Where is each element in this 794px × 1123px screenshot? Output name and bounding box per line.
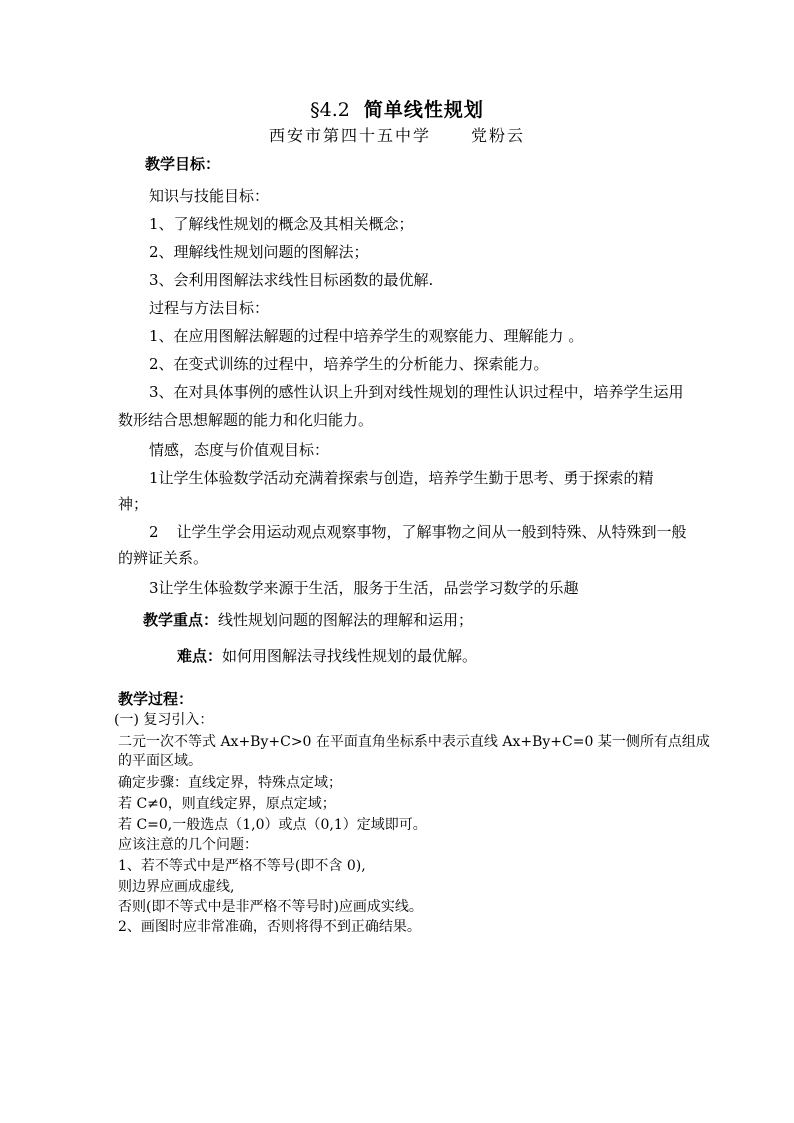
author-name: 党粉云 — [471, 126, 526, 145]
section-number: §4.2 — [310, 99, 350, 121]
author-line — [0, 126, 794, 146]
key-point-label: 教学重点： — [143, 611, 219, 629]
process-line: 应该注意的几个问题： — [118, 837, 258, 853]
emotion-item-continued: 的辨证关系。 — [118, 549, 209, 567]
emotion-item-text: 让学生学会用运动观点观察事物，了解事物之间从一般到特殊、从特殊到一般 — [176, 523, 687, 541]
goals-heading: 教学目标： — [145, 155, 221, 173]
emotion-item — [149, 578, 579, 598]
process-line: 的平面区域。 — [118, 753, 202, 769]
emotion-item — [149, 468, 654, 488]
school-name: 西安市第四十五中学 — [268, 126, 431, 145]
emotion-item — [149, 522, 687, 542]
process-item: 2、在变式训练的过程中，培养学生的分析能力、探索能力。 — [149, 355, 549, 373]
emotion-item-number: 2 — [149, 523, 159, 541]
key-point — [143, 610, 473, 630]
process-line: 2、画图时应非常准确，否则将得不到正确结果。 — [118, 919, 421, 935]
difficulty-text: 如何用图解法寻找线性规划的最优解。 — [222, 647, 478, 665]
process-item: 1、在应用图解法解题的过程中培养学生的观察能力、理解能力 。 — [149, 327, 584, 345]
key-point-text: 线性规划问题的图解法的理解和运用； — [218, 611, 474, 629]
process-line: 则边界应画成虚线, — [118, 879, 235, 895]
process-line: 二元一次不等式 Ax+By+C>0 在平面直角坐标系中表示直线 Ax+By+C=0 某一侧所有点组成 — [118, 734, 710, 750]
emotion-item-text: 让学生体验数学来源于生活，服务于生活，品尝学习数学的乐趣 — [158, 579, 579, 597]
knowledge-goals-label: 知识与技能目标： — [149, 187, 270, 205]
difficulty — [177, 646, 477, 666]
emotion-item-continued: 神； — [118, 495, 149, 513]
process-line: 否则(即不等式中是非严格不等号时)应画成实线。 — [118, 899, 423, 915]
process-line: 若 C=0,一般选点（1,0）或点（0,1）定域即可。 — [118, 817, 427, 833]
process-line: (一) 复习引入： — [114, 712, 214, 728]
emotion-item-text: 让学生体验数学活动充满着探索与创造，培养学生勤于思考、勇于探索的精 — [158, 469, 654, 487]
knowledge-item: 3、会利用图解法求线性目标函数的最优解. — [149, 271, 434, 289]
emotion-item-number: 3 — [149, 579, 159, 597]
document-title — [0, 98, 794, 122]
emotion-goals-label: 情感，态度与价值观目标： — [149, 441, 330, 459]
knowledge-item: 2、理解线性规划问题的图解法； — [149, 243, 369, 261]
process-goals-label: 过程与方法目标： — [149, 299, 270, 317]
knowledge-item: 1、了解线性规划的概念及其相关概念； — [149, 215, 414, 233]
emotion-item-number: 1 — [149, 469, 159, 487]
lesson-title: 简单线性规划 — [363, 99, 484, 121]
process-heading: 教学过程： — [118, 690, 194, 708]
process-item: 3、在对具体事例的感性认识上升到对线性规划的理性认识过程中，培养学生运用 — [149, 383, 684, 401]
process-line: 1、若不等式中是严格不等号(即不含 0), — [118, 858, 366, 874]
process-item-continued: 数形结合思想解题的能力和化归能力。 — [118, 411, 374, 429]
difficulty-label: 难点： — [177, 647, 223, 665]
process-line: 确定步骤：直线定界，特殊点定域； — [118, 775, 342, 791]
process-line: 若 C≠0，则直线定界，原点定域； — [118, 796, 336, 812]
